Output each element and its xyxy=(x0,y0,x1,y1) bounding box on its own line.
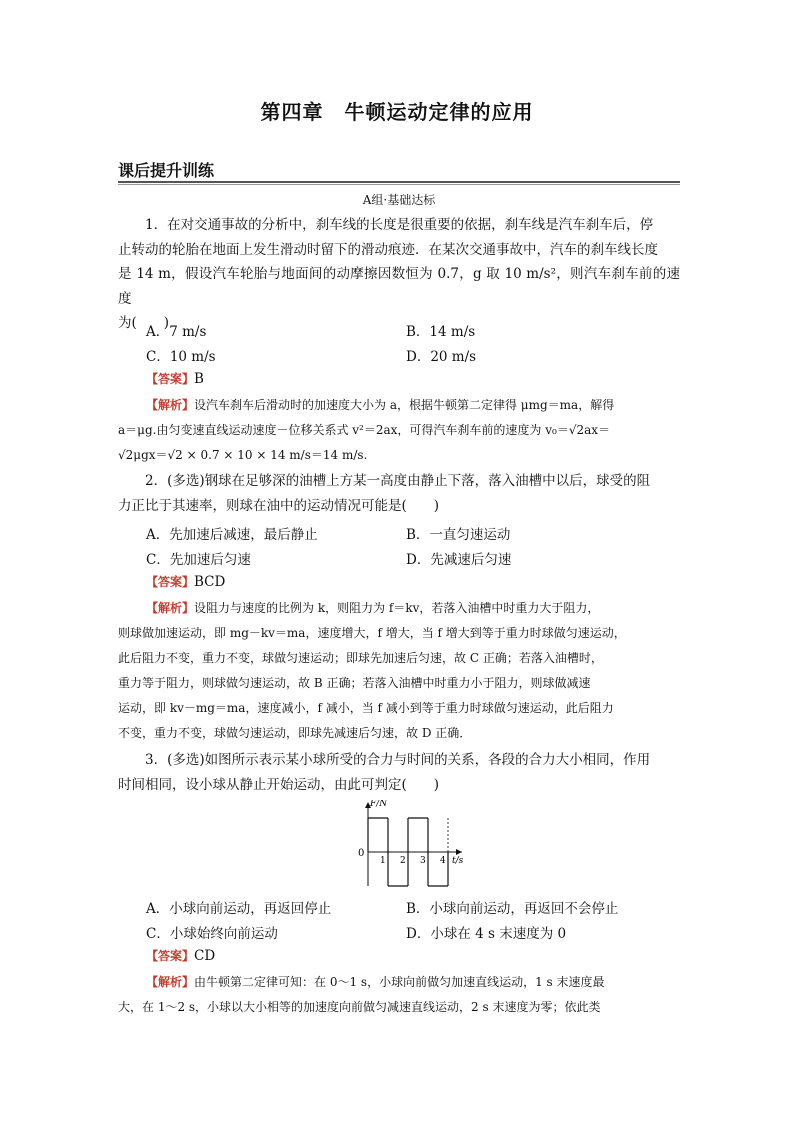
x-tick-label: 4 xyxy=(440,856,446,866)
q2-analysis-line: 设阻力与速度的比例为 k，则阻力为 f＝kv，若落入油槽中时重力大于阻力， xyxy=(194,601,600,615)
x-tick-label: 1 xyxy=(380,856,386,866)
y-axis-label: F/N xyxy=(370,800,388,809)
q2-analysis xyxy=(118,596,680,746)
analysis-tag: 【解析】 xyxy=(146,975,195,989)
x-tick-label: 3 xyxy=(420,856,426,866)
answer-value: CD xyxy=(194,948,216,964)
q3-option-a[interactable]: A．小球向前运动，再返回停止 xyxy=(146,901,332,917)
question-2 xyxy=(118,469,680,518)
analysis-tag: 【解析】 xyxy=(146,601,195,615)
q1-analysis-line: 设汽车刹车后滑动时的加速度大小为 a，根据牛顿第二定律得 μmg＝ma，解得 xyxy=(194,398,615,412)
answer-value: BCD xyxy=(194,574,226,590)
q2-answer xyxy=(146,573,225,590)
question-3 xyxy=(118,748,680,797)
q3-analysis-line: 由牛顿第二定律可知：在 0～1 s，小球向前做匀加速直线运动，1 s 末速度最 xyxy=(194,975,605,989)
q2-option-d[interactable]: D．先减速后匀速 xyxy=(406,552,512,568)
x-tick-label: 2 xyxy=(400,856,406,866)
force-time-graph xyxy=(350,800,480,888)
q1-analysis-line: √2μgx＝√2 × 0.7 × 10 × 14 m/s＝14 m/s. xyxy=(118,448,368,462)
page-title: 第四章 牛顿运动定律的应用 xyxy=(260,100,534,124)
section-heading: 课后提升训练 xyxy=(118,161,215,180)
q3-option-c[interactable]: C．小球始终向前运动 xyxy=(146,926,278,942)
answer-tag: 【答案】 xyxy=(146,372,195,386)
q2-line: 力正比于其速率，则球在油中的运动情况可能是( ) xyxy=(118,497,440,514)
analysis-tag: 【解析】 xyxy=(146,398,195,412)
x-axis-label: t/s xyxy=(452,856,464,866)
q1-analysis xyxy=(118,393,680,468)
x-axis-arrow xyxy=(456,849,462,855)
q1-option-c[interactable]: C．10 m/s xyxy=(146,349,216,365)
q1-line: 是 14 m，假设汽车轮胎与地面间的动摩擦因数恒为 0.7，g 取 10 m/s²，则汽车刹车前的速度 xyxy=(118,266,680,307)
q3-answer xyxy=(146,947,215,964)
q3-analysis xyxy=(118,970,680,1020)
origin-label: 0 xyxy=(358,848,365,859)
q3-analysis-line: 大，在 1～2 s，小球以大小相等的加速度向前做匀减速直线运动，2 s 末速度为零；依此类 xyxy=(118,1000,601,1014)
q2-analysis-line: 不变，重力不变，球做匀速运动，即球先减速后匀速，故 D 正确． xyxy=(118,726,472,740)
q2-analysis-line: 则球做加速运动，即 mg－kv＝ma，速度增大，f 增大，当 f 增大到等于重力时球做匀速运动， xyxy=(118,626,626,640)
section-divider-thin xyxy=(118,184,680,185)
answer-value: B xyxy=(194,371,204,387)
q2-option-c[interactable]: C．先加速后匀速 xyxy=(146,552,251,568)
q3-line: 时间相同，设小球从静止开始运动，由此可判定( ) xyxy=(118,776,440,793)
q1-line: 止转动的轮胎在地面上发生滑动时留下的滑动痕迹．在某次交通事故中，汽车的刹车线长度 xyxy=(118,241,658,258)
q2-option-b[interactable]: B．一直匀速运动 xyxy=(406,527,511,543)
q1-option-b[interactable]: B．14 m/s xyxy=(406,324,476,340)
q1-line: 为( ) xyxy=(118,315,170,331)
q2-option-a[interactable]: A．先加速后减速，最后静止 xyxy=(146,527,318,543)
q1-analysis-line: a＝μg.由匀变速直线运动速度－位移关系式 v²＝2ax，可得汽车刹车前的速度为 v₀＝√2ax＝ xyxy=(118,423,611,437)
section-divider xyxy=(118,181,680,183)
q1-option-d[interactable]: D．20 m/s xyxy=(406,349,477,365)
q3-line: 3．(多选)如图所示表示某小球所受的合力与时间的关系，各段的合力大小相同，作用 xyxy=(145,752,651,768)
q1-line: 1．在对交通事故的分析中，刹车线的长度是很重要的依据，刹车线是汽车刹车后，停 xyxy=(145,217,654,233)
answer-tag: 【答案】 xyxy=(146,575,195,589)
question-1 xyxy=(118,213,680,336)
q2-analysis-line: 运动，即 kv－mg＝ma，速度减小，f 减小，当 f 减小到等于重力时球做匀速运动，此后阻力 xyxy=(118,701,614,715)
answer-tag: 【答案】 xyxy=(146,949,195,963)
q2-line: 2．(多选)钢球在足够深的油槽上方某一高度由静止下落，落入油槽中以后，球受的阻 xyxy=(145,473,651,489)
q3-option-b[interactable]: B．小球向前运动，再返回不会停止 xyxy=(406,901,619,917)
q1-option-a[interactable]: A．7 m/s xyxy=(146,324,207,340)
group-label: A组·基础达标 xyxy=(362,193,436,207)
q3-option-d[interactable]: D．小球在 4 s 末速度为 0 xyxy=(406,926,567,942)
q1-answer xyxy=(146,370,204,387)
q2-analysis-line: 重力等于阻力，则球做匀速运动，故 B 正确；若落入油槽中时重力小于阻力，则球做减速 xyxy=(118,676,591,690)
q2-analysis-line: 此后阻力不变，重力不变，球做匀速运动；即球先加速后匀速，故 C 正确；若落入油槽时， xyxy=(118,651,603,665)
